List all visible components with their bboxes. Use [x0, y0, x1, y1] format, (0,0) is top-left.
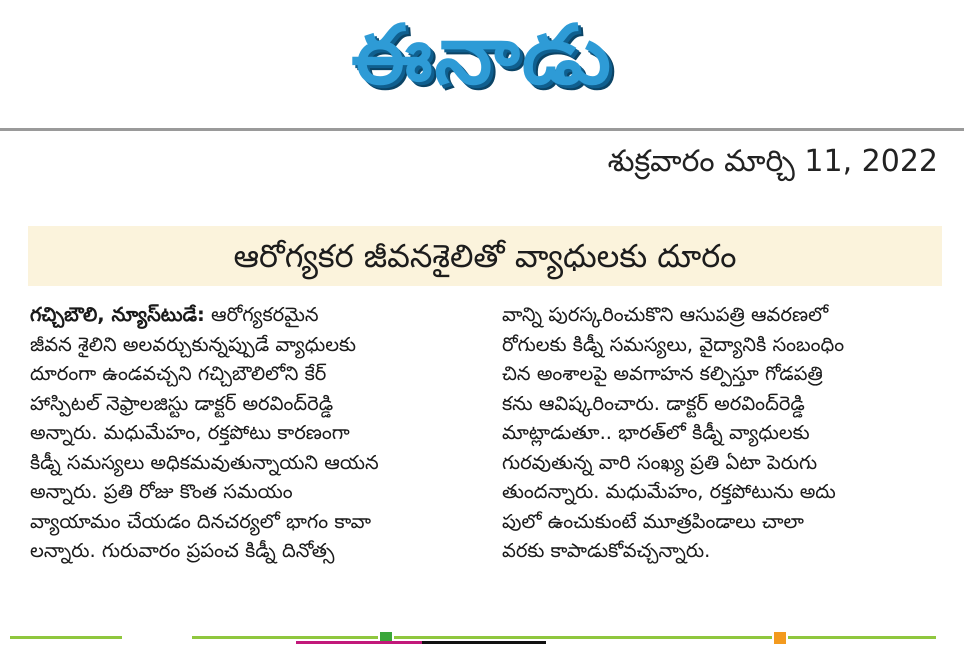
- article-line: [30, 300, 470, 330]
- article-line: వరకు కాపాడుకోవచ్చన్నారు.: [502, 539, 711, 562]
- footer-decorative-rule: [0, 632, 964, 644]
- article-line: మాట్లాడుతూ.. భారత్‌లో కిడ్నీ వ్యాధులకు: [502, 421, 810, 444]
- article-line: జీవన శైలిని అలవర్చుకున్నప్పుడే వ్యాధులకు: [30, 332, 356, 356]
- article-line: రోగులకు కిడ్నీ సమస్యలు, వైద్యానికి సంబంధిం: [502, 332, 845, 356]
- article-line: కను ఆవిష్కరించారు. డాక్టర్ అరవింద్‌రెడ్డి: [502, 391, 805, 415]
- article-line: తుందన్నారు. మధుమేహం, రక్తపోటును అదు: [502, 480, 836, 503]
- rule-segment-magenta: [296, 641, 422, 644]
- article-line: కిడ్నీ సమస్యలు అధికమవుతున్నాయని ఆయన: [30, 450, 379, 474]
- article-line: పులో ఉంచుకుంటే మూత్రపిండాలు చాలా: [502, 509, 804, 533]
- rule-segment-green: [788, 636, 936, 639]
- orange-square-marker: [774, 632, 786, 644]
- article-line: చిన అంశాలపై అవగాహన కల్పిస్తూ గోడపత్రి: [502, 362, 823, 385]
- masthead-divider: [0, 128, 964, 131]
- article-line: దూరంగా ఉండవచ్చని గచ్చిబౌలిలోని కేర్: [30, 362, 327, 385]
- newspaper-logo: ఈనాడు: [351, 8, 613, 103]
- article-line: గురవుతున్న వారి సంఖ్య ప్రతి ఏటా పెరుగు: [502, 450, 818, 474]
- masthead: [0, 0, 964, 120]
- article-column-right: [502, 300, 942, 566]
- article-line-text: ఆరోగ్యకరమైన: [204, 303, 319, 326]
- rule-segment-green: [192, 636, 378, 639]
- headline-band: [28, 226, 942, 286]
- article-dateline: గచ్చిబౌలి, న్యూస్‌టుడే:: [30, 303, 205, 326]
- rule-segment-black: [422, 641, 546, 644]
- article-line: వాన్ని పురస్కరించుకొని ఆసుపత్రి ఆవరణలో: [502, 303, 829, 326]
- rule-segment-green: [10, 636, 122, 639]
- article-line: హాస్పిటల్ నెఫ్రాలజిస్టు డాక్టర్ అరవింద్‌రెడ్డి: [30, 391, 334, 415]
- article-line: అన్నారు. మధుమేహం, రక్తపోటు కారణంగా: [30, 421, 350, 444]
- publication-date: శుక్రవారం మార్చి 11, 2022: [607, 144, 938, 179]
- rule-segment-green: [394, 636, 772, 639]
- article-line: వ్యాయామం చేయడం దినచర్యలో భాగం కావా: [30, 509, 372, 533]
- article-line: అన్నారు. ప్రతి రోజు కొంత సమయం: [30, 480, 293, 503]
- article-line: లన్నారు. గురువారం ప్రపంచ కిడ్నీ దినోత్స: [30, 539, 335, 562]
- article-column-left: [30, 300, 470, 566]
- article-headline: ఆరోగ్యకర జీవనశైలితో వ్యాధులకు దూరం: [233, 237, 737, 275]
